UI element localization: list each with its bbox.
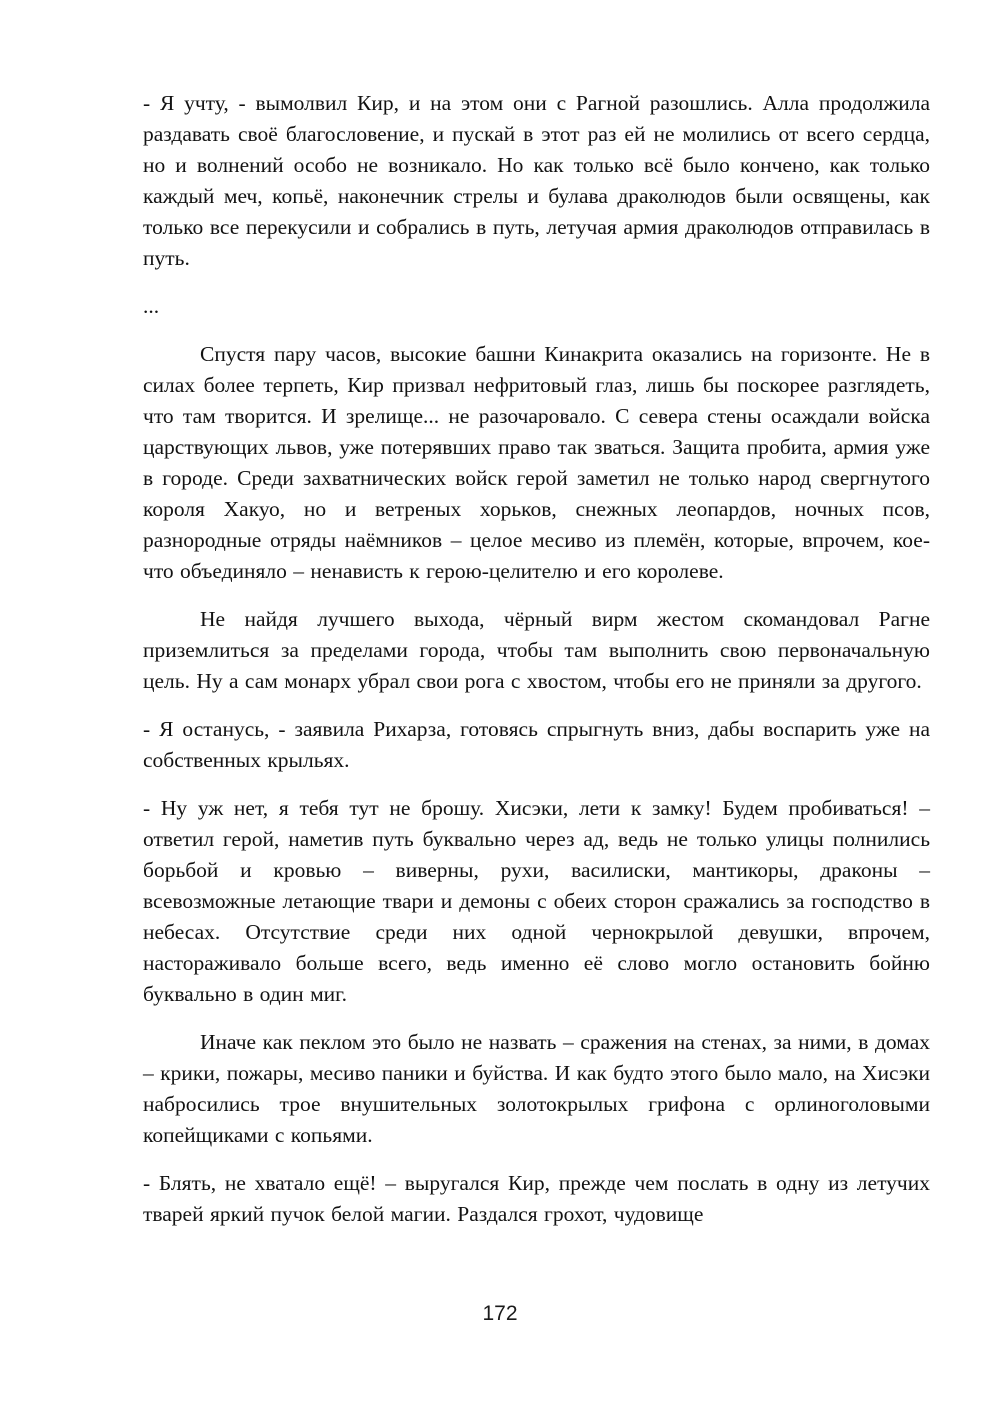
- paragraph-ellipsis: ...: [143, 294, 160, 318]
- paragraph: - Блять, не хватало ещё! – выругался Кир, прежде чем послать в одну из летучих тварей яркий пучок белой магии. Раздался грохот, чудовище: [143, 1171, 930, 1226]
- text-column: [143, 88, 930, 1247]
- paragraph: Спустя пару часов, высокие башни Кинакрита оказались на горизонте. Не в силах более терпеть, Кир призвал нефритовый глаз, лишь бы поскорее разглядеть, что там творится. И зрелище... не разочаровало. С севера стены осаждали войска царствующих львов, уже потерявших право так зваться. Защита пробита, армия уже в городе. Среди захватнических войск герой заметил не только народ свергнутого короля Хакуо, но и ветреных хорьков, снежных леопардов, ночных псов, разнородные отряды наёмников – целое месиво из племён, которые, впрочем, кое-что объединяло – ненависть к герою-целителю и его королеве.: [143, 342, 930, 583]
- paragraph: - Я учту, - вымолвил Кир, и на этом они с Рагной разошлись. Алла продолжила раздавать своё благословение, и пускай в этот раз ей не молились от всего сердца, но и волнений особо не возникало. Но как только всё было кончено, как только каждый меч, копьё, наконечник стрелы и булава драколюдов были освящены, как только все перекусили и собрались в путь, летучая армия драколюдов отправилась в путь.: [143, 91, 930, 270]
- paragraph: Иначе как пеклом это было не назвать – сражения на стенах, за ними, в домах – крики, пожары, месиво паники и буйства. И как будто этого было мало, на Хисэки набросились трое внушительных золотокрылых грифона с орлиноголовыми копейщиками с копьями.: [143, 1030, 930, 1147]
- paragraph: - Ну уж нет, я тебя тут не брошу. Хисэки, лети к замку! Будем пробиваться! – ответил герой, наметив путь буквально через ад, ведь не только улицы полнились борьбой и кровью – виверны, рухи, василиски, мантикоры, драконы – всевозможные летающие твари и демоны с обеих сторон сражались за господство в небесах. Отсутствие среди них одной чернокрылой девушки, впрочем, настораживало больше всего, ведь именно её слово могло остановить бойню буквально в один миг.: [143, 796, 930, 1006]
- page-number: 172: [482, 1302, 518, 1325]
- paragraph: - Я останусь, - заявила Рихарза, готовясь спрыгнуть вниз, дабы воспарить уже на собственных крыльях.: [143, 717, 930, 772]
- paragraph: Не найдя лучшего выхода, чёрный вирм жестом скомандовал Рагне приземлиться за пределами города, чтобы там выполнить свою первоначальную цель. Ну а сам монарх убрал свои рога с хвостом, чтобы его не приняли за другого.: [143, 607, 930, 693]
